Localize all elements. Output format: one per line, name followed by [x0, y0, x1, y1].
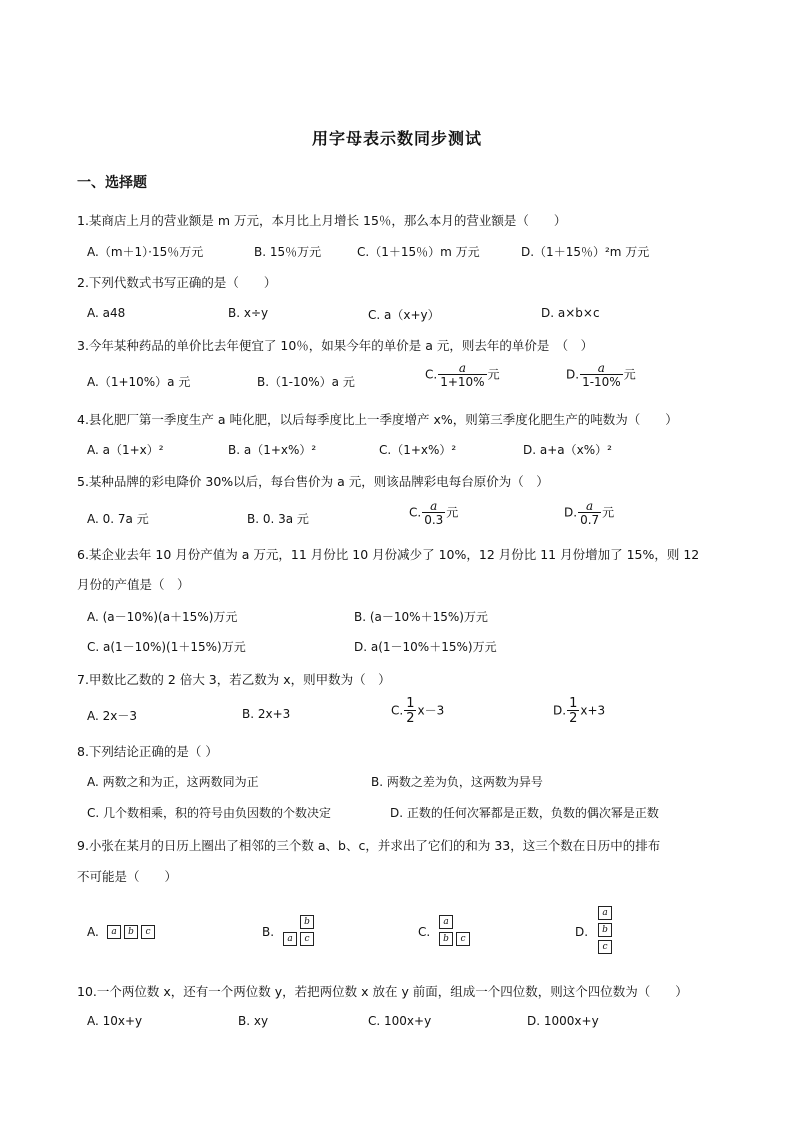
q5-d-prefix: D. — [564, 505, 578, 520]
q1-option-d[interactable]: D.（1＋15％）²m 万元 — [521, 245, 650, 259]
q4-option-c[interactable]: C.（1+x%）² — [379, 443, 457, 457]
q10-option-a[interactable]: A. 10x+y — [87, 1014, 143, 1028]
page-title: 用字母表示数同步测试 — [311, 129, 482, 148]
question-8-stem: 8.下列结论正确的是（ ） — [77, 744, 218, 759]
question-7-stem: 7.甲数比乙数的 2 倍大 3，若乙数为 x，则甲数为（ ） — [77, 672, 391, 687]
q6-option-c[interactable]: C. a(1－10%)(1＋15%)万元 — [87, 640, 246, 654]
q3-c-numerator: a — [458, 361, 466, 375]
calendar-cell-c: c — [598, 940, 612, 954]
q3-option-a[interactable]: A.（1+10%）a 元 — [87, 375, 191, 389]
calendar-cell-a: a — [283, 932, 297, 946]
q5-c-prefix: C. — [409, 505, 422, 520]
q7-option-c[interactable] — [391, 697, 444, 725]
question-9-stem-line-1: 9.小张在某月的日历上圈出了相邻的三个数 a、b、c，并求出了它们的和为 33，这三个数在日历中的排布 — [77, 838, 661, 853]
question-3-stem: 3.今年某种药品的单价比去年便宜了 10％，如果今年的单价是 a 元，则去年的单价是 （ ） — [77, 338, 594, 353]
q7-option-d[interactable] — [553, 697, 605, 725]
q5-c-fraction — [422, 500, 445, 526]
q3-d-denominator: 1-10% — [582, 375, 621, 389]
q3-option-d[interactable] — [566, 362, 636, 388]
q7-c-denominator: 2 — [406, 711, 415, 726]
q3-option-b[interactable]: B.（1-10%）a 元 — [257, 375, 355, 389]
q7-d-suffix: x+3 — [580, 703, 606, 718]
calendar-cell-a: a — [598, 906, 612, 920]
q4-option-d[interactable]: D. a+a（x%）² — [523, 443, 612, 457]
q6-option-a[interactable]: A. (a－10%)(a＋15%)万元 — [87, 610, 238, 624]
q7-c-prefix: C. — [391, 703, 404, 718]
section-heading: 一、选择题 — [77, 175, 147, 191]
calendar-cell-b: b — [300, 915, 314, 929]
q5-option-d[interactable] — [564, 500, 614, 526]
q3-option-c[interactable] — [425, 362, 500, 388]
q9-option-b-label[interactable]: B. — [262, 925, 275, 939]
q10-option-b[interactable]: B. xy — [238, 1014, 269, 1028]
q1-option-a[interactable]: A.（m＋1）·15％万元 — [87, 245, 204, 259]
question-5-stem: 5.某种品牌的彩电降价 30%以后，每台售价为 a 元，则该品牌彩电每台原价为（ ） — [77, 474, 549, 489]
question-10-stem: 10.一个两位数 x，还有一个两位数 y，若把两位数 x 放在 y 前面，组成一个四位数，则这个四位数为（ ） — [77, 984, 688, 999]
q8-option-b[interactable]: B. 两数之差为负，这两数为异号 — [371, 775, 543, 789]
q7-c-suffix: x－3 — [417, 703, 445, 718]
q3-d-suffix: 元 — [623, 367, 636, 382]
calendar-cell-c: c — [300, 932, 314, 946]
calendar-cell-a: a — [107, 925, 121, 939]
q3-d-fraction — [580, 362, 623, 388]
q3-c-prefix: C. — [425, 367, 438, 382]
calendar-cell-c: c — [456, 932, 470, 946]
calendar-cell-a: a — [439, 915, 453, 929]
q7-d-prefix: D. — [553, 703, 567, 718]
q2-option-b[interactable]: B. x÷y — [228, 306, 269, 320]
q3-d-prefix: D. — [566, 367, 580, 382]
q7-c-numerator: 1 — [406, 696, 415, 711]
q4-option-b[interactable]: B. a（1+x%）² — [228, 443, 317, 457]
q5-option-c[interactable] — [409, 500, 458, 526]
q5-d-fraction — [578, 500, 601, 526]
question-9-stem-line-2: 不可能是（ ） — [77, 869, 178, 884]
q7-d-fraction — [567, 697, 579, 725]
q3-c-suffix: 元 — [487, 367, 500, 382]
question-6-stem-line-2: 月份的产值是（ ） — [77, 577, 190, 592]
q5-d-suffix: 元 — [602, 505, 615, 520]
q5-d-denominator: 0.7 — [580, 513, 600, 527]
question-1-stem: 1.某商店上月的营业额是 m 万元，本月比上月增长 15％，那么本月的营业额是（ ） — [77, 213, 567, 228]
q8-option-a[interactable]: A. 两数之和为正，这两数同为正 — [87, 775, 259, 789]
q1-option-b[interactable]: B. 15％万元 — [254, 245, 322, 259]
q7-c-fraction — [404, 697, 416, 725]
question-2-stem: 2.下列代数式书写正确的是（ ） — [77, 275, 277, 290]
q2-option-d[interactable]: D. a×b×c — [541, 306, 600, 320]
q5-c-suffix: 元 — [446, 505, 459, 520]
q5-c-numerator: a — [430, 499, 438, 513]
q3-c-fraction — [438, 362, 486, 388]
q2-option-c[interactable]: C. a（x+y） — [368, 308, 440, 322]
q2-option-a[interactable]: A. a48 — [87, 306, 126, 320]
q4-option-a[interactable]: A. a（1+x）² — [87, 443, 164, 457]
calendar-cell-b: b — [439, 932, 453, 946]
q7-d-numerator: 1 — [569, 696, 578, 711]
q7-d-denominator: 2 — [569, 711, 578, 726]
q6-option-d[interactable]: D. a(1－10%＋15%)万元 — [354, 640, 497, 654]
q3-d-numerator: a — [597, 361, 605, 375]
q8-option-d[interactable]: D. 正数的任何次幂都是正数，负数的偶次幂是正数 — [390, 806, 659, 820]
q9-option-a-label[interactable]: A. — [87, 925, 99, 939]
q6-option-b[interactable]: B. (a－10%＋15%)万元 — [354, 610, 488, 624]
question-4-stem: 4.县化肥厂第一季度生产 a 吨化肥，以后每季度比上一季度增产 x%，则第三季度化肥生产的吨数为（ ） — [77, 412, 678, 427]
q5-d-numerator: a — [586, 499, 594, 513]
question-6-stem-line-1: 6.某企业去年 10 月份产值为 a 万元，11 月份比 10 月份减少了 10%，12 月份比 11 月份增加了 15%，则 12 — [77, 547, 700, 562]
calendar-cell-b: b — [124, 925, 138, 939]
q9-option-c-label[interactable]: C. — [418, 925, 431, 939]
q8-option-c[interactable]: C. 几个数相乘，积的符号由负因数的个数决定 — [87, 806, 332, 820]
q10-option-c[interactable]: C. 100x+y — [368, 1014, 432, 1028]
q5-option-a[interactable]: A. 0. 7a 元 — [87, 512, 149, 526]
calendar-cell-c: c — [141, 925, 155, 939]
q5-option-b[interactable]: B. 0. 3a 元 — [247, 512, 309, 526]
q10-option-d[interactable]: D. 1000x+y — [527, 1014, 599, 1028]
q7-option-a[interactable]: A. 2x－3 — [87, 709, 137, 723]
q1-option-c[interactable]: C.（1＋15％）m 万元 — [357, 245, 480, 259]
q7-option-b[interactable]: B. 2x+3 — [242, 707, 291, 721]
q3-c-denominator: 1+10% — [440, 375, 485, 389]
calendar-cell-b: b — [598, 923, 612, 937]
q5-c-denominator: 0.3 — [424, 513, 444, 527]
q9-option-d-label[interactable]: D. — [575, 925, 589, 939]
